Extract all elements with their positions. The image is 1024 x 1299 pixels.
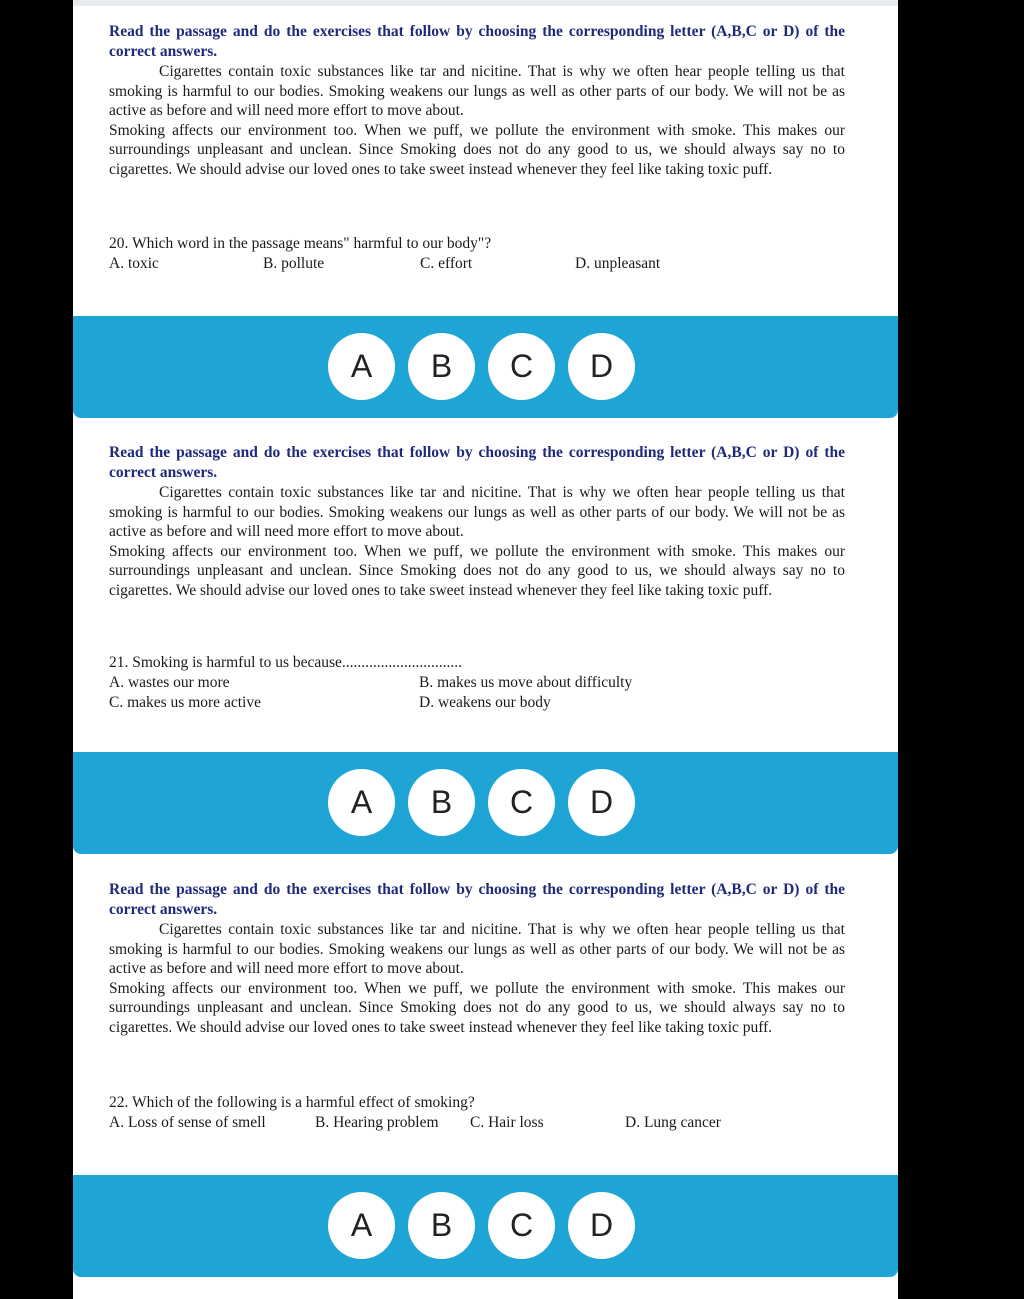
answer-b-button[interactable]: B	[408, 333, 475, 400]
question-text: 22. Which of the following is a harmful effect of smoking?	[109, 1094, 475, 1111]
option-c: C. Hair loss	[470, 1114, 544, 1131]
answer-bar-20	[73, 316, 898, 418]
question-21	[109, 653, 849, 713]
option-a: A. Loss of sense of smell	[109, 1114, 266, 1131]
question-22	[109, 1093, 849, 1133]
option-a: A. wastes our more	[109, 674, 230, 691]
answer-a-button[interactable]: A	[328, 769, 395, 836]
passage-paragraph-2: Smoking affects our environment too. When we puff, we pollute the environment with smoke. This makes our surroundings unpleasant and unclean. Since Smoking does not do any good to us, we should always say no to cigarettes. We should advise our loved ones to take sweet instead whenever they feel like taking toxic puff.	[109, 542, 845, 599]
question-card-22	[73, 864, 898, 1174]
passage-block	[109, 22, 845, 180]
option-d: D. weakens our body	[419, 694, 551, 711]
passage-paragraph-1: Cigarettes contain toxic substances like tar and nicitine. That is why we often hear people telling us that smoking is harmful to our bodies. Smoking weakens our lungs as well as other parts of our body. We will not be as active as before and will need more effort to move about.	[109, 63, 845, 120]
answer-d-button[interactable]: D	[568, 769, 635, 836]
answer-c-button[interactable]: C	[488, 333, 555, 400]
option-d: D. Lung cancer	[625, 1114, 721, 1131]
question-20	[109, 234, 849, 274]
option-c: C. makes us more active	[109, 694, 261, 711]
option-b: B. Hearing problem	[315, 1114, 439, 1131]
option-b: B. makes us move about difficulty	[419, 674, 633, 691]
option-c: C. effort	[420, 255, 473, 272]
passage-paragraph-1: Cigarettes contain toxic substances like tar and nicitine. That is why we often hear people telling us that smoking is harmful to our bodies. Smoking weakens our lungs as well as other parts of our body. We will not be as active as before and will need more effort to move about.	[109, 921, 845, 978]
answer-d-button[interactable]: D	[568, 1192, 635, 1259]
answer-a-button[interactable]: A	[328, 1192, 395, 1259]
instruction-text: Read the passage and do the exercises that follow by choosing the corresponding letter (A,B,C or D) of the correct answers.	[109, 444, 845, 481]
options-row-1	[109, 673, 849, 693]
answer-c-button[interactable]: C	[488, 769, 555, 836]
instruction-text: Read the passage and do the exercises that follow by choosing the corresponding letter (A,B,C or D) of the correct answers.	[109, 23, 845, 60]
options-row	[109, 254, 849, 274]
option-b: B. pollute	[263, 255, 325, 272]
passage-block	[109, 443, 845, 601]
options-row-2	[109, 693, 849, 713]
passage-paragraph-2: Smoking affects our environment too. When we puff, we pollute the environment with smoke. This makes our surroundings unpleasant and unclean. Since Smoking does not do any good to us, we should always say no to cigarettes. We should advise our loved ones to take sweet instead whenever they feel like taking toxic puff.	[109, 121, 845, 178]
answer-b-button[interactable]: B	[408, 1192, 475, 1259]
question-text: 21. Smoking is harmful to us because...............................	[109, 654, 463, 671]
question-card-20	[73, 6, 898, 316]
answer-d-button[interactable]: D	[568, 333, 635, 400]
question-text: 20. Which word in the passage means" harmful to our body"?	[109, 235, 492, 252]
answer-c-button[interactable]: C	[488, 1192, 555, 1259]
answer-b-button[interactable]: B	[408, 769, 475, 836]
passage-paragraph-2: Smoking affects our environment too. When we puff, we pollute the environment with smoke. This makes our surroundings unpleasant and unclean. Since Smoking does not do any good to us, we should always say no to cigarettes. We should advise our loved ones to take sweet instead whenever they feel like taking toxic puff.	[109, 979, 845, 1036]
answer-a-button[interactable]: A	[328, 333, 395, 400]
instruction-text: Read the passage and do the exercises that follow by choosing the corresponding letter (A,B,C or D) of the correct answers.	[109, 881, 845, 918]
option-a: A. toxic	[109, 255, 159, 272]
answer-bar-21	[73, 752, 898, 854]
passage-paragraph-1: Cigarettes contain toxic substances like tar and nicitine. That is why we often hear people telling us that smoking is harmful to our bodies. Smoking weakens our lungs as well as other parts of our body. We will not be as active as before and will need more effort to move about.	[109, 484, 845, 541]
quiz-page	[73, 0, 898, 1299]
passage-block	[109, 880, 845, 1038]
option-d: D. unpleasant	[575, 255, 661, 272]
options-row	[109, 1113, 849, 1133]
answer-bar-22	[73, 1175, 898, 1277]
question-card-21	[73, 427, 898, 752]
